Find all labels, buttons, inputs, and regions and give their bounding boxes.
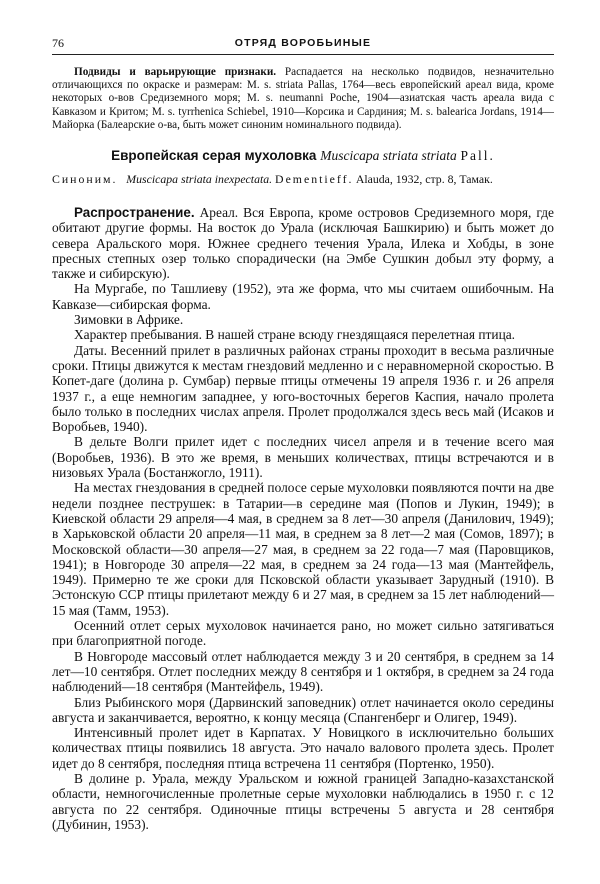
- paragraph-autumn: Осенний отлет серых мухоловок начинается рано, но может сильно затягиваться при благоприятной погоде.: [52, 618, 554, 649]
- synonym-author: Dementieff.: [275, 172, 354, 186]
- synonym-paragraph: [52, 172, 554, 186]
- paragraph-volga: В дельте Волги прилет идет с последних чисел апреля и в течение всего мая (Воробьев, 1936). В это же время, в меньших количествах, птицы встречаются и в низовьях Урала (Бостанжогло, 1911).: [52, 434, 554, 481]
- subspecies-section: [52, 66, 554, 132]
- synonym-label: Синоним.: [52, 172, 118, 186]
- paragraph-novgorod: В Новгороде массовый отлет наблюдается между 3 и 20 сентября, в среднем за 14 лет—10 сентября. Отлет последних между 8 сентября и 1 октября, в среднем за 24 года наблюдений—18 сентября (Мантейфель, 1949).: [52, 648, 554, 695]
- heading-latin: Muscicapa striata striata: [320, 148, 457, 163]
- heading-author: Pall.: [460, 148, 495, 163]
- paragraph-ural: В долине р. Урала, между Уральском и южной границей Западно-казахстанской области, немногочисленные пролетные серые мухоловки наблюдались в 1950 г. с 12 августа по 22 сентября. Одиночные птицы встречены 5 августа и 28 сентября (Дубинин, 1953).: [52, 770, 554, 832]
- running-title: ОТРЯД ВОРОБЬИНЫЕ: [234, 37, 372, 49]
- paragraph-wintering: Зимовки в Африке.: [74, 312, 184, 328]
- page-number: 76: [52, 36, 64, 50]
- paragraph-dates: Даты. Весенний прилет в различных районах страны проходит в весьма различные сроки. Птицы движутся к местам гнездовий медленно и с неравномерной скоростью. В Копет-даге (долина р. Сумбар) первые птицы отмечены 19 апреля 1936 г. и 26 апреля 1937 г., а еще немногим западнее, у юго-восточных берегов Каспия, начало пролета было только в последних числах апреля. Пролет продолжался здесь весь май (Исаков и Воробьев, 1940).: [52, 342, 554, 435]
- heading-title: Европейская серая мухоловка: [111, 148, 317, 163]
- synonym-section: [52, 172, 554, 186]
- paragraph-carpathians: Интенсивный пролет идет в Карпатах. У Новицкого в исключительно больших количествах птицы появились 18 августа. Это начало валового пролета здесь. Пролет идет до 8 сентября, последняя птица встречена 11 сентября (Портенко, 1950).: [52, 725, 554, 771]
- paragraph-text: Ареал. Вся Европа, кроме островов Средиземного моря, где обитают другие формы. На восток до Урала (исключая Башкирию) и быть может до севера Аральского моря. Южнее среднего течения Урала, Илека и Хобды, в зоне пресных степных озер только спорадически (на Эмбе Сушкин добыл эту форму, а также и сибирскую).: [52, 205, 554, 282]
- paragraph-range: [52, 205, 554, 281]
- subspecies-paragraph: [52, 66, 554, 132]
- subspecies-text: Распадается на несколько подвидов, незначительно отличающихся по окраске и размерам: M. s. striata Pallas, 1764—весь европейский ареал вида, кроме некоторых о-вов Средиземного моря; M. s. neumanni Poche, 1904—азиатская часть ареала вида с Кавказом и Критом; M. s. tyrrhenica Schiebel, 1910—Корсика и Сардиния; M. s. balearica Jordans, 1914—Майорка (Балеарские о-ва, быть может синоним номинального подвида).: [52, 66, 555, 131]
- paragraph-residence: Характер пребывания. В нашей стране всюду гнездящаяся перелетная птица.: [74, 327, 516, 343]
- paragraph-murgab: На Мургабе, по Ташлиеву (1952), эта же форма, что мы считаем ошибочным. На Кавказе—сибирская форма.: [52, 281, 554, 312]
- section-heading: [52, 148, 554, 164]
- paragraph-nesting: На местах гнездования в средней полосе серые мухоловки появляются почти на две недели позднее пеструшек: в Татарии—в середине мая (Попов и Лукин, 1949); в Киевской области 29 апреля—4 мая, в среднем за 8 лет—30 апреля (Данилович, 1949); в Харьковской области 20 апреля—11 мая, в среднем за 8 лет—2 мая (Сомов, 1897); в Московской области—30 апреля—27 мая, в среднем за 22 года—7 мая (Паровщиков, 1941); в Новгороде 30 апреля—22 мая, в среднем за 24 года—13 мая (Мантейфель, 1949). Примерно те же сроки для Псковской области указывает Зарудный (1910). В Эстонскую ССР птицы прилетают между 6 и 27 мая, в среднем за 15 лет наблюдений—15 мая (Тамм, 1953).: [52, 480, 554, 618]
- paragraph-rybinsk: Близ Рыбинского моря (Дарвинский заповедник) отлет начинается около середины августа и заканчивается, вероятно, к концу месяца (Спангенберг и Олигер, 1949).: [52, 694, 554, 725]
- synonym-ref: Alauda, 1932, стр. 8, Тамак.: [355, 172, 493, 186]
- page-header: [52, 36, 554, 55]
- distribution-lead: Распространение.: [74, 205, 195, 220]
- main-text: [52, 205, 554, 832]
- subspecies-lead: Подвиды и варьирующие признаки.: [74, 66, 277, 78]
- synonym-name: Muscicapa striata inexpectata.: [126, 172, 273, 186]
